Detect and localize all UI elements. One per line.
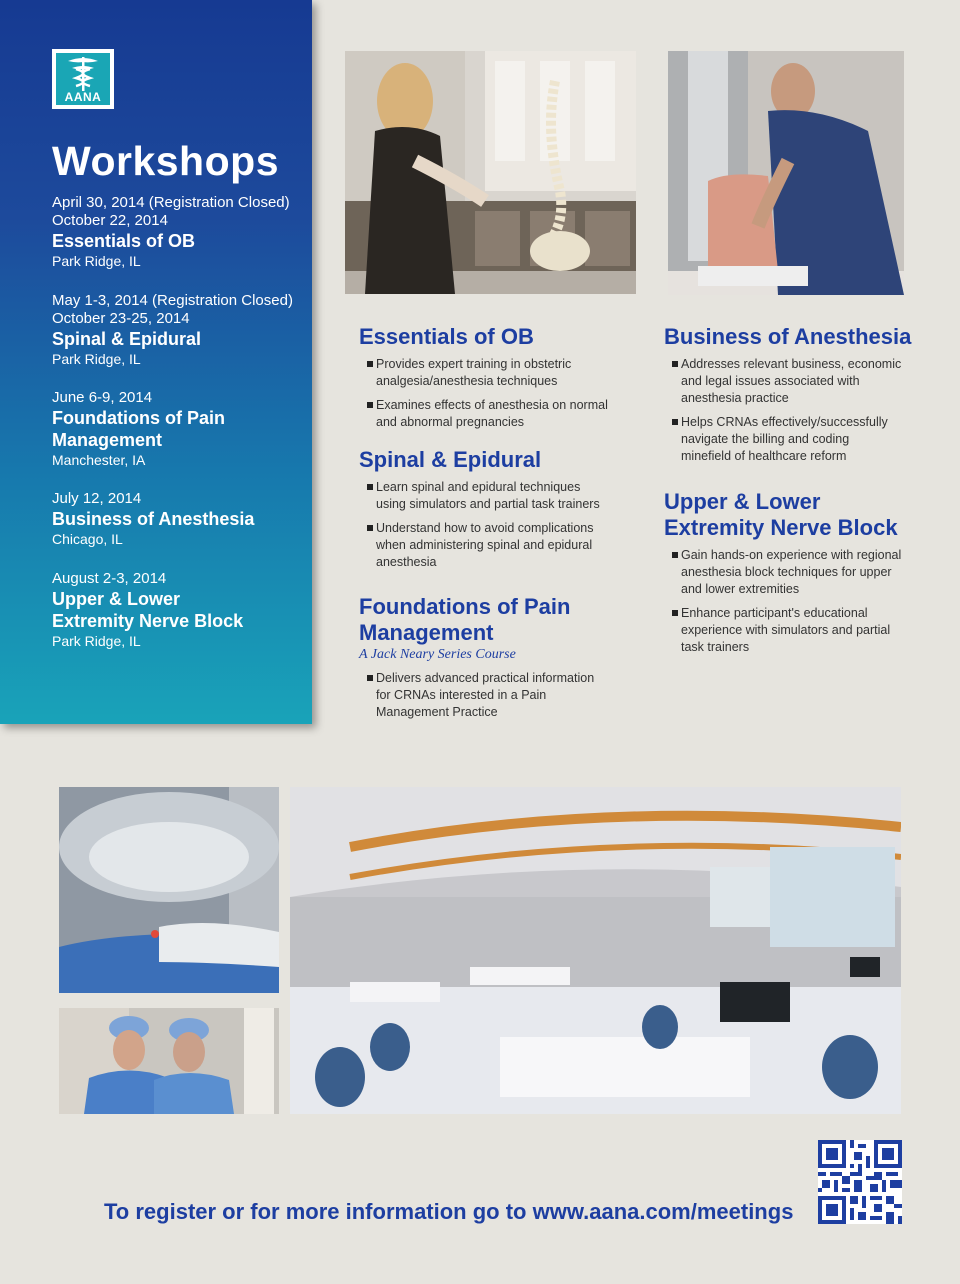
event-name: Management bbox=[52, 430, 163, 450]
list-item: Delivers advanced practical information for CRNAs interested in a Pain Management Practice bbox=[359, 670, 629, 721]
event-location: Park Ridge, IL bbox=[52, 351, 141, 367]
list-item: Gain hands-on experience with regional anesthesia block techniques for upper and lower extremities bbox=[664, 547, 924, 598]
event-date: April 30, 2014 (Registration Closed) bbox=[52, 194, 290, 211]
event-date: June 6-9, 2014 bbox=[52, 389, 153, 406]
event-upper-lower-nerve-block bbox=[52, 570, 307, 650]
course-business-of-anesthesia bbox=[664, 324, 924, 472]
course-bullets bbox=[664, 356, 924, 465]
event-location: Manchester, IA bbox=[52, 452, 146, 468]
course-spinal-epidural bbox=[359, 447, 629, 578]
course-foundations-of-pain bbox=[359, 594, 629, 728]
course-title: Business of Anesthesia bbox=[664, 324, 912, 349]
photo-instructor-model-torso bbox=[668, 51, 904, 295]
event-name: Upper & Lower bbox=[52, 589, 181, 609]
event-location: Park Ridge, IL bbox=[52, 633, 141, 649]
event-date: October 23-25, 2014 bbox=[52, 310, 190, 327]
list-item: Helps CRNAs effectively/successfully navigate the billing and coding minefield of healthcare reform bbox=[664, 414, 924, 465]
list-item: Provides expert training in obstetric analgesia/anesthesia techniques bbox=[359, 356, 629, 390]
photo-instructor-spine-model bbox=[345, 51, 636, 294]
event-date: July 12, 2014 bbox=[52, 490, 142, 507]
registration-info: To register or for more information go to www.aana.com/meetings bbox=[104, 1199, 794, 1224]
event-name: Business of Anesthesia bbox=[52, 509, 255, 529]
event-name: Spinal & Epidural bbox=[52, 329, 202, 349]
event-location: Chicago, IL bbox=[52, 531, 123, 547]
photo-simulation-lab bbox=[290, 787, 901, 1114]
course-bullets bbox=[359, 670, 629, 721]
event-location: Park Ridge, IL bbox=[52, 253, 141, 269]
aana-logo bbox=[52, 49, 114, 109]
event-date: October 22, 2014 bbox=[52, 212, 168, 229]
course-upper-lower-nerve-block bbox=[664, 489, 924, 663]
course-bullets bbox=[359, 356, 629, 431]
course-essentials-of-ob bbox=[359, 324, 629, 438]
course-subtitle: A Jack Neary Series Course bbox=[359, 647, 516, 662]
event-date: August 2-3, 2014 bbox=[52, 570, 167, 587]
list-item: Examines effects of anesthesia on normal and abnormal pregnancies bbox=[359, 397, 629, 431]
event-name: Essentials of OB bbox=[52, 231, 196, 251]
course-bullets bbox=[359, 479, 629, 571]
qr-code-icon bbox=[818, 1140, 902, 1224]
list-item: Understand how to avoid complications when administering spinal and epidural anesthesia bbox=[359, 520, 629, 571]
event-date: May 1-3, 2014 (Registration Closed) bbox=[52, 292, 293, 309]
course-title: Foundations of Pain bbox=[359, 594, 571, 619]
event-name: Extremity Nerve Block bbox=[52, 611, 244, 631]
event-spinal-epidural bbox=[52, 292, 307, 368]
event-foundations-of-pain bbox=[52, 389, 307, 469]
list-item: Enhance participant's educational experience with simulators and partial task trainers bbox=[664, 605, 924, 656]
workshops-sidebar bbox=[0, 0, 312, 724]
course-title: Essentials of OB bbox=[359, 324, 534, 349]
event-name: Foundations of Pain bbox=[52, 408, 225, 428]
photo-ultrasound-procedure bbox=[59, 787, 279, 993]
course-bullets bbox=[664, 547, 924, 656]
course-title: Upper & Lower bbox=[664, 489, 821, 514]
event-business-of-anesthesia bbox=[52, 490, 307, 548]
photo-clinicians-in-scrubs bbox=[59, 1008, 279, 1114]
list-item: Learn spinal and epidural techniques using simulators and partial task trainers bbox=[359, 479, 629, 513]
course-title: Management bbox=[359, 620, 494, 645]
page-title: Workshops bbox=[52, 138, 279, 184]
course-title: Spinal & Epidural bbox=[359, 447, 542, 472]
event-essentials-of-ob bbox=[52, 194, 307, 270]
course-title: Extremity Nerve Block bbox=[664, 515, 898, 540]
list-item: Addresses relevant business, economic and legal issues associated with anesthesia practice bbox=[664, 356, 924, 407]
logo-text: AANA bbox=[64, 90, 102, 104]
